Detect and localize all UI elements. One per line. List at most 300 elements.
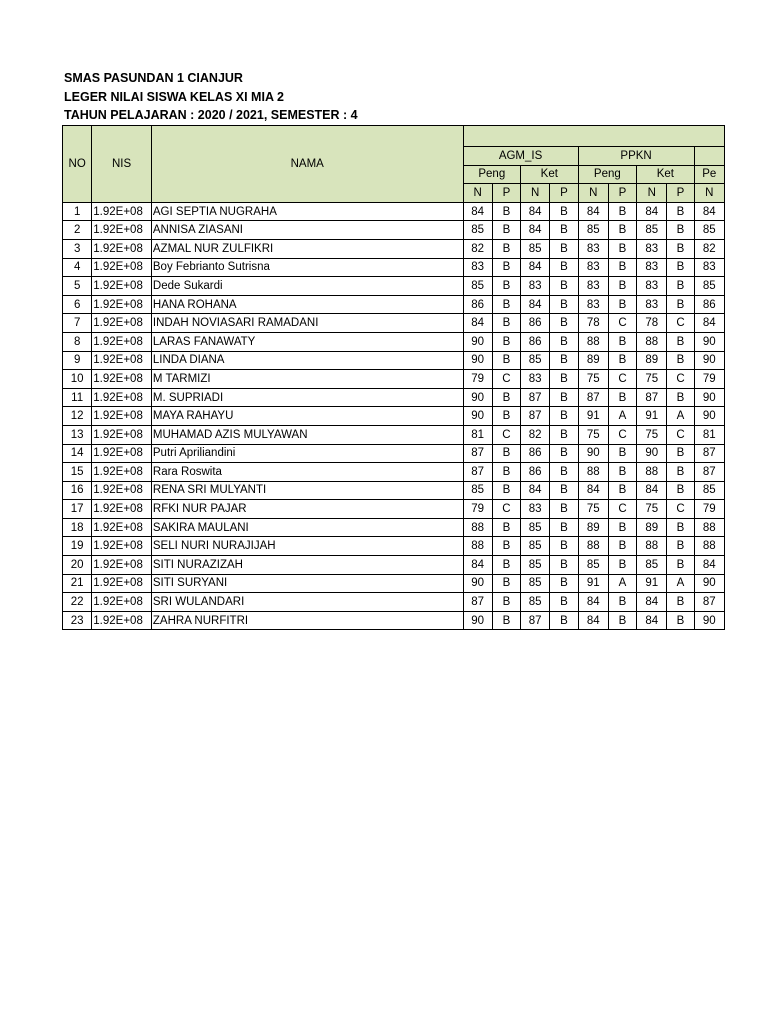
cell-grade: B: [550, 574, 578, 593]
cell-grade: B: [550, 481, 578, 500]
cell-grade: B: [492, 332, 520, 351]
cell-grade: B: [550, 593, 578, 612]
header-n: N: [694, 184, 724, 203]
cell-grade: 86: [521, 463, 550, 482]
cell-nama: ANNISA ZIASANI: [151, 221, 463, 240]
cell-no: 13: [63, 425, 92, 444]
cell-grade: B: [667, 388, 694, 407]
cell-grade: 86: [521, 332, 550, 351]
cell-grade: B: [492, 351, 520, 370]
cell-grade: 89: [637, 351, 667, 370]
cell-grade: 89: [578, 351, 608, 370]
cell-grade: B: [667, 611, 694, 630]
cell-grade: B: [608, 277, 636, 296]
cell-nama: Boy Febrianto Sutrisna: [151, 258, 463, 277]
cell-grade: 90: [463, 407, 492, 426]
cell-grade: B: [667, 221, 694, 240]
cell-nis: 1.92E+08: [92, 295, 152, 314]
cell-grade: B: [492, 518, 520, 537]
cell-nis: 1.92E+08: [92, 221, 152, 240]
document-header: [64, 69, 358, 125]
cell-grade: 87: [694, 593, 724, 612]
cell-grade: B: [608, 481, 636, 500]
cell-nama: AZMAL NUR ZULFIKRI: [151, 239, 463, 258]
cell-grade: B: [667, 351, 694, 370]
cell-grade: 85: [521, 574, 550, 593]
cell-no: 14: [63, 444, 92, 463]
cell-no: 1: [63, 202, 92, 221]
cell-grade: 85: [637, 221, 667, 240]
cell-nis: 1.92E+08: [92, 425, 152, 444]
document-title: LEGER NILAI SISWA KELAS XI MIA 2: [64, 89, 284, 104]
cell-no: 8: [63, 332, 92, 351]
cell-nama: SITI NURAZIZAH: [151, 556, 463, 575]
cell-grade: 84: [578, 202, 608, 221]
cell-grade: B: [608, 351, 636, 370]
cell-grade: C: [608, 370, 636, 389]
cell-nama: M TARMIZI: [151, 370, 463, 389]
cell-grade: 85: [694, 277, 724, 296]
cell-grade: 82: [694, 239, 724, 258]
cell-no: 9: [63, 351, 92, 370]
table-row: [63, 351, 725, 370]
cell-grade: B: [550, 407, 578, 426]
cell-grade: 86: [521, 444, 550, 463]
cell-grade: 88: [578, 332, 608, 351]
cell-no: 6: [63, 295, 92, 314]
cell-grade: B: [667, 537, 694, 556]
cell-no: 19: [63, 537, 92, 556]
cell-grade: 86: [463, 295, 492, 314]
cell-grade: 78: [637, 314, 667, 333]
cell-nis: 1.92E+08: [92, 388, 152, 407]
cell-grade: 91: [637, 574, 667, 593]
cell-grade: A: [667, 407, 694, 426]
cell-grade: 85: [521, 537, 550, 556]
cell-nama: M. SUPRIADI: [151, 388, 463, 407]
cell-nama: SAKIRA MAULANI: [151, 518, 463, 537]
grade-ledger-table: [62, 125, 725, 630]
subject-ppkn: PPKN: [578, 147, 694, 166]
cell-grade: B: [667, 239, 694, 258]
table-row: [63, 370, 725, 389]
cell-grade: 84: [694, 202, 724, 221]
cell-grade: 75: [578, 425, 608, 444]
cell-grade: 75: [578, 370, 608, 389]
header-nis: NIS: [92, 126, 152, 203]
cell-grade: 91: [578, 407, 608, 426]
cell-grade: B: [667, 593, 694, 612]
cell-grade: 83: [578, 295, 608, 314]
header-subject-band: [463, 126, 724, 147]
cell-grade: B: [550, 258, 578, 277]
sub-ket: Ket: [521, 165, 579, 184]
cell-grade: 83: [694, 258, 724, 277]
cell-grade: 83: [463, 258, 492, 277]
cell-grade: C: [667, 425, 694, 444]
cell-no: 23: [63, 611, 92, 630]
cell-grade: C: [667, 370, 694, 389]
cell-grade: B: [667, 258, 694, 277]
cell-grade: B: [667, 332, 694, 351]
cell-grade: 90: [694, 407, 724, 426]
cell-nis: 1.92E+08: [92, 444, 152, 463]
cell-nis: 1.92E+08: [92, 593, 152, 612]
cell-no: 11: [63, 388, 92, 407]
cell-grade: 83: [637, 277, 667, 296]
cell-grade: C: [492, 425, 520, 444]
cell-grade: B: [550, 370, 578, 389]
cell-no: 2: [63, 221, 92, 240]
header-n: N: [463, 184, 492, 203]
cell-grade: B: [667, 295, 694, 314]
cell-grade: 87: [694, 444, 724, 463]
cell-grade: 82: [521, 425, 550, 444]
cell-grade: B: [550, 202, 578, 221]
cell-grade: 84: [463, 202, 492, 221]
cell-grade: C: [608, 314, 636, 333]
cell-grade: 88: [463, 537, 492, 556]
cell-grade: 84: [694, 556, 724, 575]
cell-grade: 85: [637, 556, 667, 575]
cell-nama: Putri Apriliandini: [151, 444, 463, 463]
header-p: P: [667, 184, 694, 203]
cell-grade: B: [550, 388, 578, 407]
cell-grade: 89: [637, 518, 667, 537]
cell-grade: 83: [521, 500, 550, 519]
header-n: N: [637, 184, 667, 203]
table-row: [63, 481, 725, 500]
cell-grade: B: [667, 481, 694, 500]
cell-grade: B: [492, 388, 520, 407]
cell-grade: B: [492, 258, 520, 277]
cell-grade: B: [492, 221, 520, 240]
cell-grade: B: [550, 425, 578, 444]
cell-grade: 90: [578, 444, 608, 463]
cell-grade: 85: [578, 221, 608, 240]
cell-grade: 85: [694, 221, 724, 240]
cell-grade: 90: [463, 611, 492, 630]
header-n: N: [578, 184, 608, 203]
cell-grade: 85: [521, 593, 550, 612]
table-row: [63, 314, 725, 333]
cell-grade: 84: [521, 202, 550, 221]
cell-grade: 87: [463, 444, 492, 463]
cell-grade: B: [608, 239, 636, 258]
cell-grade: B: [550, 221, 578, 240]
cell-grade: 83: [578, 239, 608, 258]
table-row: [63, 537, 725, 556]
cell-grade: B: [492, 611, 520, 630]
table-row: [63, 556, 725, 575]
cell-grade: C: [667, 500, 694, 519]
cell-grade: B: [492, 463, 520, 482]
cell-grade: C: [608, 500, 636, 519]
cell-grade: 79: [694, 370, 724, 389]
cell-grade: 90: [463, 388, 492, 407]
table-row: [63, 444, 725, 463]
cell-grade: 75: [637, 500, 667, 519]
cell-grade: B: [608, 202, 636, 221]
cell-nis: 1.92E+08: [92, 611, 152, 630]
cell-grade: 87: [521, 611, 550, 630]
cell-grade: B: [608, 537, 636, 556]
cell-grade: 84: [578, 593, 608, 612]
cell-nama: INDAH NOVIASARI RAMADANI: [151, 314, 463, 333]
cell-grade: 84: [521, 221, 550, 240]
cell-grade: 87: [521, 388, 550, 407]
cell-grade: B: [492, 537, 520, 556]
cell-nama: LINDA DIANA: [151, 351, 463, 370]
cell-grade: 84: [463, 556, 492, 575]
cell-grade: 88: [637, 537, 667, 556]
cell-grade: B: [550, 444, 578, 463]
cell-nis: 1.92E+08: [92, 314, 152, 333]
table-row: [63, 295, 725, 314]
cell-grade: B: [608, 593, 636, 612]
cell-grade: 78: [578, 314, 608, 333]
cell-no: 20: [63, 556, 92, 575]
cell-grade: 75: [578, 500, 608, 519]
cell-grade: 84: [637, 611, 667, 630]
cell-grade: 90: [463, 574, 492, 593]
cell-grade: B: [667, 444, 694, 463]
cell-grade: 87: [637, 388, 667, 407]
cell-grade: B: [608, 332, 636, 351]
cell-nis: 1.92E+08: [92, 351, 152, 370]
cell-grade: B: [550, 463, 578, 482]
cell-grade: 82: [463, 239, 492, 258]
cell-grade: 87: [463, 463, 492, 482]
table-row: [63, 388, 725, 407]
table-row: [63, 239, 725, 258]
cell-grade: 88: [637, 463, 667, 482]
cell-grade: B: [667, 202, 694, 221]
cell-grade: 90: [463, 332, 492, 351]
cell-grade: 88: [694, 537, 724, 556]
cell-grade: B: [492, 202, 520, 221]
cell-grade: B: [492, 314, 520, 333]
cell-grade: B: [667, 277, 694, 296]
cell-nama: SRI WULANDARI: [151, 593, 463, 612]
cell-grade: B: [608, 444, 636, 463]
header-n: N: [521, 184, 550, 203]
cell-nama: RENA SRI MULYANTI: [151, 481, 463, 500]
cell-grade: B: [492, 574, 520, 593]
cell-grade: 87: [521, 407, 550, 426]
cell-grade: 83: [637, 258, 667, 277]
cell-grade: 79: [694, 500, 724, 519]
cell-grade: B: [550, 314, 578, 333]
cell-grade: 90: [637, 444, 667, 463]
table-row: [63, 332, 725, 351]
cell-grade: B: [608, 463, 636, 482]
cell-no: 21: [63, 574, 92, 593]
cell-grade: 84: [463, 314, 492, 333]
cell-grade: 84: [578, 481, 608, 500]
cell-grade: B: [667, 463, 694, 482]
cell-nis: 1.92E+08: [92, 500, 152, 519]
cell-grade: C: [492, 370, 520, 389]
cell-grade: 85: [521, 556, 550, 575]
cell-grade: B: [550, 518, 578, 537]
cell-grade: 90: [694, 351, 724, 370]
cell-nis: 1.92E+08: [92, 463, 152, 482]
cell-nama: MAYA RAHAYU: [151, 407, 463, 426]
table-row: [63, 593, 725, 612]
cell-grade: 88: [578, 463, 608, 482]
cell-grade: 83: [578, 277, 608, 296]
cell-grade: C: [667, 314, 694, 333]
table-row: [63, 500, 725, 519]
cell-grade: B: [550, 277, 578, 296]
table-row: [63, 463, 725, 482]
cell-grade: B: [608, 518, 636, 537]
subject-next: [694, 147, 724, 166]
header-nama: NAMA: [151, 126, 463, 203]
cell-no: 18: [63, 518, 92, 537]
cell-grade: 85: [694, 481, 724, 500]
sub-pe: Pe: [694, 165, 724, 184]
cell-no: 22: [63, 593, 92, 612]
student-rows: [63, 202, 725, 630]
cell-no: 3: [63, 239, 92, 258]
cell-nis: 1.92E+08: [92, 202, 152, 221]
table-row: [63, 202, 725, 221]
header-p: P: [492, 184, 520, 203]
table-row: [63, 425, 725, 444]
cell-grade: B: [608, 258, 636, 277]
sub-peng: Peng: [463, 165, 521, 184]
cell-grade: B: [550, 611, 578, 630]
cell-no: 15: [63, 463, 92, 482]
header-p: P: [550, 184, 578, 203]
cell-grade: 84: [521, 481, 550, 500]
cell-grade: 90: [694, 574, 724, 593]
academic-period: TAHUN PELAJARAN : 2020 / 2021, SEMESTER : 4: [64, 108, 358, 122]
cell-grade: 84: [521, 295, 550, 314]
cell-grade: 88: [637, 332, 667, 351]
cell-nama: LARAS FANAWATY: [151, 332, 463, 351]
cell-nis: 1.92E+08: [92, 481, 152, 500]
cell-grade: B: [492, 407, 520, 426]
cell-nis: 1.92E+08: [92, 332, 152, 351]
cell-grade: 83: [637, 239, 667, 258]
cell-grade: B: [550, 556, 578, 575]
cell-grade: 88: [694, 518, 724, 537]
cell-grade: 91: [637, 407, 667, 426]
cell-grade: B: [492, 277, 520, 296]
cell-no: 12: [63, 407, 92, 426]
cell-no: 16: [63, 481, 92, 500]
cell-nama: HANA ROHANA: [151, 295, 463, 314]
cell-nama: SITI SURYANI: [151, 574, 463, 593]
cell-grade: 86: [521, 314, 550, 333]
cell-grade: A: [667, 574, 694, 593]
cell-nama: MUHAMAD AZIS MULYAWAN: [151, 425, 463, 444]
cell-grade: 83: [578, 258, 608, 277]
cell-grade: B: [608, 611, 636, 630]
cell-grade: 84: [637, 202, 667, 221]
cell-no: 7: [63, 314, 92, 333]
cell-grade: 85: [578, 556, 608, 575]
cell-grade: 84: [578, 611, 608, 630]
cell-grade: 83: [521, 277, 550, 296]
header-p: P: [608, 184, 636, 203]
cell-grade: B: [667, 518, 694, 537]
cell-grade: 79: [463, 370, 492, 389]
cell-grade: B: [492, 295, 520, 314]
table-row: [63, 277, 725, 296]
cell-grade: 85: [463, 277, 492, 296]
cell-grade: 87: [694, 463, 724, 482]
cell-grade: B: [608, 221, 636, 240]
cell-nis: 1.92E+08: [92, 370, 152, 389]
cell-grade: 75: [637, 425, 667, 444]
school-name: SMAS PASUNDAN 1 CIANJUR: [64, 71, 243, 85]
grade-ledger-sheet: [62, 125, 768, 645]
cell-grade: B: [667, 556, 694, 575]
cell-grade: 84: [637, 481, 667, 500]
cell-grade: 85: [463, 481, 492, 500]
cell-grade: B: [550, 351, 578, 370]
cell-grade: 83: [637, 295, 667, 314]
cell-grade: 85: [521, 518, 550, 537]
cell-nis: 1.92E+08: [92, 258, 152, 277]
cell-no: 10: [63, 370, 92, 389]
cell-nis: 1.92E+08: [92, 556, 152, 575]
cell-grade: B: [550, 537, 578, 556]
cell-grade: B: [550, 295, 578, 314]
cell-grade: 84: [637, 593, 667, 612]
cell-grade: B: [492, 593, 520, 612]
table-row: [63, 221, 725, 240]
cell-grade: 88: [578, 537, 608, 556]
cell-grade: 87: [578, 388, 608, 407]
cell-grade: 85: [521, 239, 550, 258]
cell-grade: 85: [521, 351, 550, 370]
cell-grade: 88: [463, 518, 492, 537]
cell-nis: 1.92E+08: [92, 277, 152, 296]
cell-grade: A: [608, 407, 636, 426]
cell-grade: B: [550, 332, 578, 351]
cell-grade: 84: [521, 258, 550, 277]
cell-grade: 90: [694, 388, 724, 407]
table-row: [63, 407, 725, 426]
cell-grade: 87: [463, 593, 492, 612]
cell-grade: C: [492, 500, 520, 519]
cell-no: 17: [63, 500, 92, 519]
cell-grade: 89: [578, 518, 608, 537]
cell-grade: B: [492, 444, 520, 463]
cell-grade: B: [608, 295, 636, 314]
cell-nis: 1.92E+08: [92, 407, 152, 426]
cell-grade: 90: [694, 332, 724, 351]
cell-grade: B: [492, 481, 520, 500]
header-no: NO: [63, 126, 92, 203]
cell-grade: 85: [463, 221, 492, 240]
cell-grade: B: [608, 388, 636, 407]
cell-nama: AGI SEPTIA NUGRAHA: [151, 202, 463, 221]
cell-nis: 1.92E+08: [92, 574, 152, 593]
cell-no: 4: [63, 258, 92, 277]
cell-grade: 75: [637, 370, 667, 389]
cell-grade: B: [492, 239, 520, 258]
cell-grade: 91: [578, 574, 608, 593]
cell-grade: B: [608, 556, 636, 575]
cell-nama: SELI NURI NURAJIJAH: [151, 537, 463, 556]
cell-nama: Rara Roswita: [151, 463, 463, 482]
